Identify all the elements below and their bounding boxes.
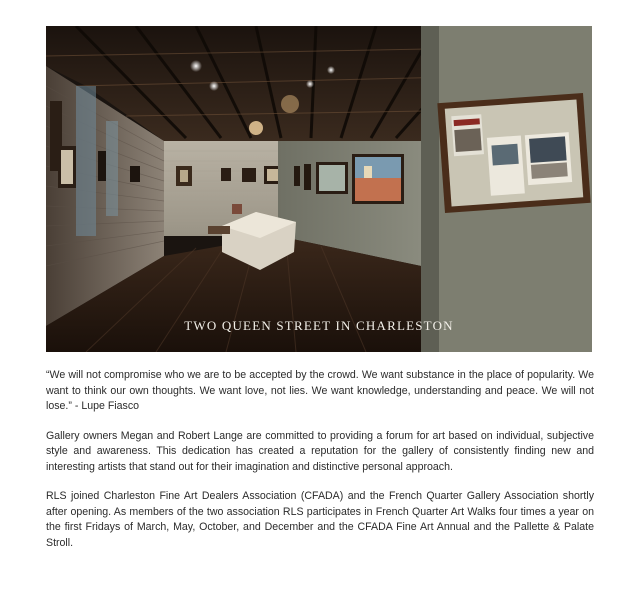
gallery-interior-illustration: [46, 26, 592, 352]
quote-paragraph: “We will not compromise who we are to be accepted by the crowd. We want substance in the place of popularity. We want to think our own thoughts. We want love, not lies. We want knowledge, understanding and peace. We will not lose.” - Lupe Fiasco: [46, 369, 594, 412]
associations-paragraph: RLS joined Charleston Fine Art Dealers Association (CFADA) and the French Quarter Gallery Association shortly after opening. As members of the two association RLS participates in French Quarter Art Walks four times a year on the first Fridays of March, May, October, and December and the CFADA Fine Art Annual and the Pallette & Palate Stroll.: [46, 490, 594, 549]
owners-paragraph: Gallery owners Megan and Robert Lange are committed to providing a forum for art based on individual, subjective style and awareness. This dedication has created a reputation for the gallery of consistently finding new and interesting artists that stand out for their imagination and distinctive personal approach.: [46, 429, 594, 473]
gallery-photo: [46, 26, 592, 352]
article-body: [46, 368, 594, 565]
photo-caption: TWO QUEEN STREET IN CHARLESTON: [184, 318, 454, 333]
